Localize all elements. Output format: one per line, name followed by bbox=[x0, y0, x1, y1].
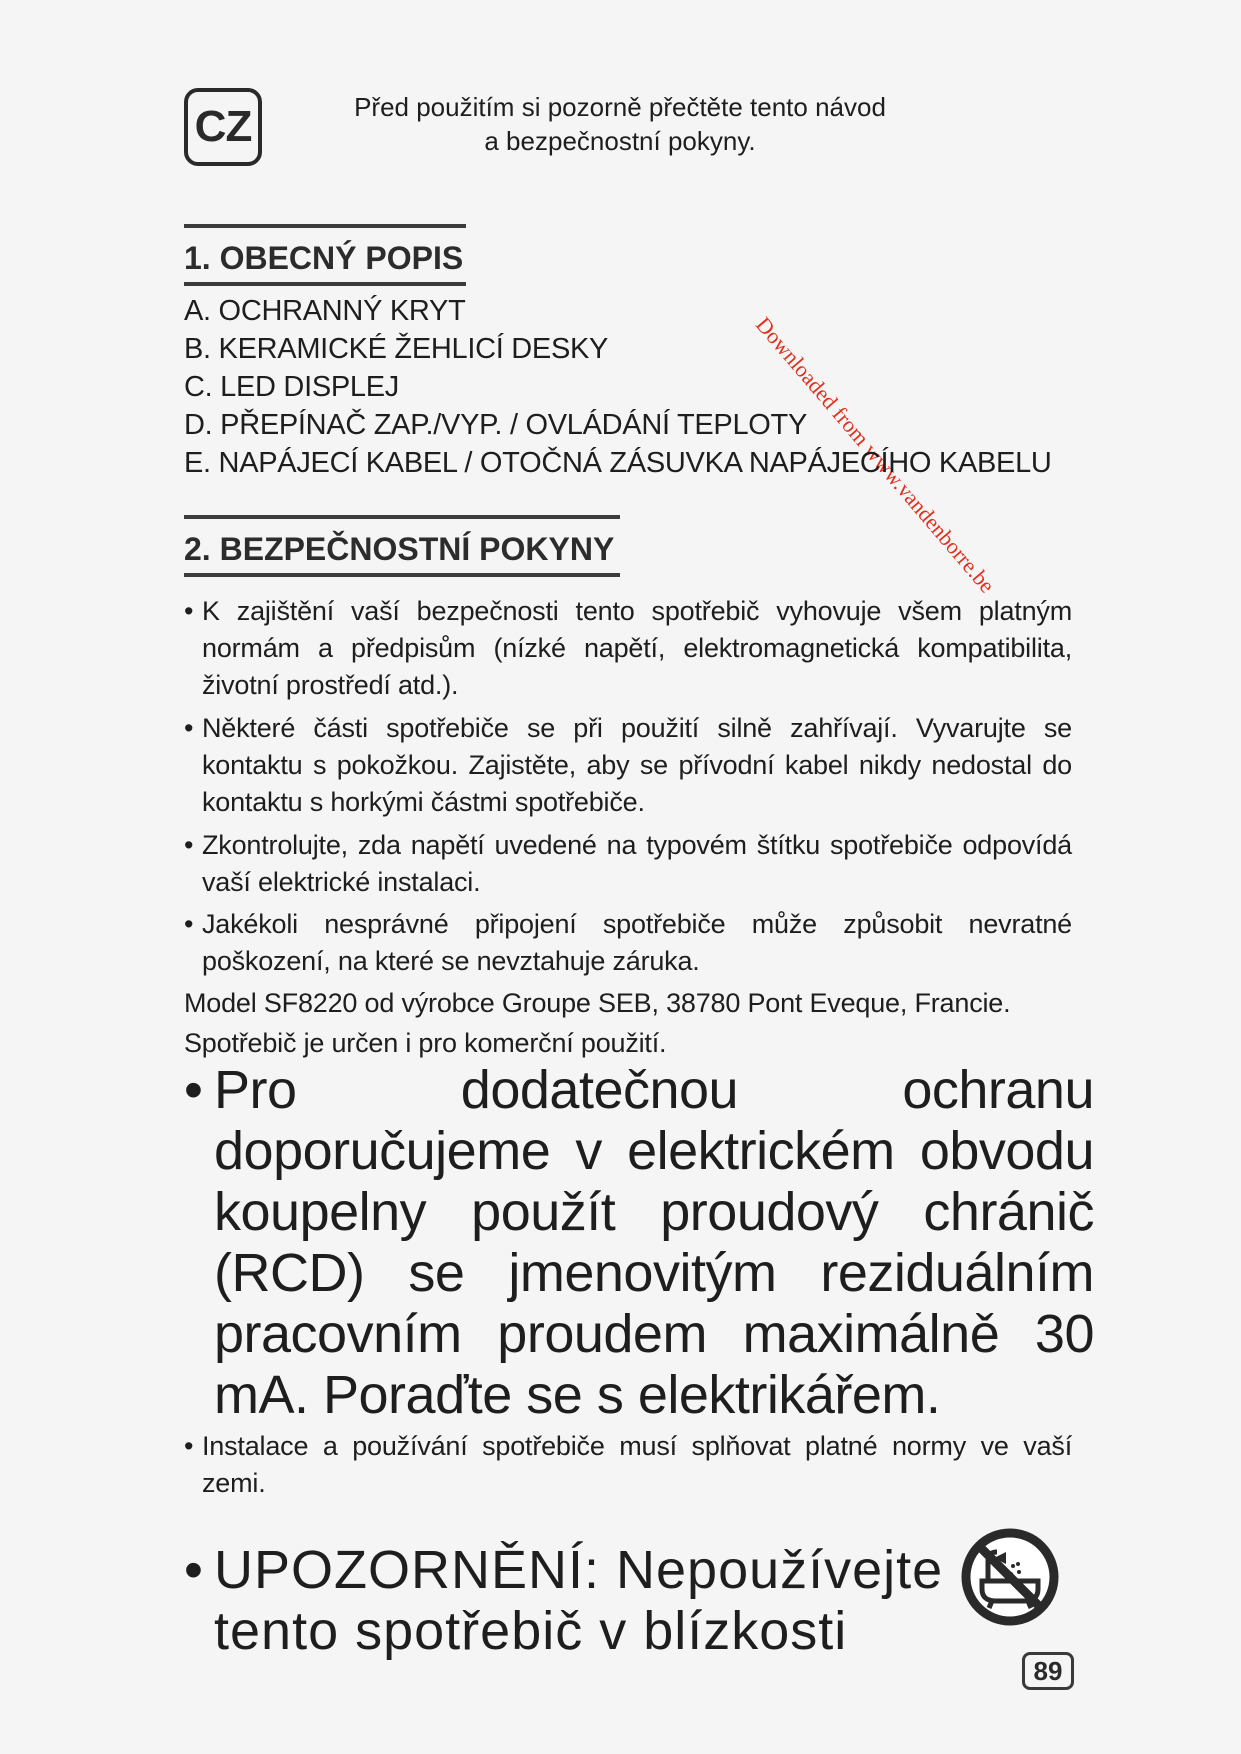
language-badge: CZ bbox=[184, 88, 262, 166]
page-number: 89 bbox=[1022, 1652, 1074, 1690]
component-item-d: D. PŘEPÍNAČ ZAP./VYP. / OVLÁDÁNÍ TEPLOTY bbox=[184, 409, 807, 441]
component-item-c: C. LED DISPLEJ bbox=[184, 371, 399, 403]
component-item-b: B. KERAMICKÉ ŽEHLICÍ DESKY bbox=[184, 333, 609, 365]
intro-line-1: Před použitím si pozorně přečtěte tento návod bbox=[354, 92, 886, 122]
safety-bullet-1: • K zajištění vaší bezpečnosti tento spotřebič vyhovuje všem platným normám a předpisům (nízké napětí, elektromagnetická kompatibilita, životní prostředí atd.). bbox=[184, 593, 1072, 704]
commercial-use-line: Spotřebič je určen i pro komerční použití. bbox=[184, 1028, 667, 1058]
intro-text bbox=[330, 90, 910, 158]
warning-text: • UPOZORNĚNÍ: Nepoužívejte tento spotřebič v blízkosti bbox=[184, 1540, 984, 1662]
intro-line-2: a bezpečnostní pokyny. bbox=[484, 126, 756, 156]
safety-bullet-3: • Zkontrolujte, zda napětí uvedené na typovém štítku spotřebiče odpovídá vaší elektrické instalaci. bbox=[184, 827, 1072, 901]
no-bath-shower-icon bbox=[958, 1525, 1062, 1629]
download-watermark: Downloaded from www.vandenborre.be bbox=[750, 312, 1000, 598]
safety-bullet-2: • Některé části spotřebiče se při použití silně zahřívají. Vyvarujte se kontaktu s pokožkou. Zajistěte, aby se přívodní kabel nikdy nedostal do kontaktu s horkými částmi spotřebiče. bbox=[184, 710, 1072, 821]
section-1-title: 1. OBECNÝ POPIS bbox=[184, 224, 466, 286]
component-list bbox=[184, 292, 1064, 482]
rcd-notice: • Pro dodatečnou ochranu doporučujeme v elektrickém obvodu koupelny použít proudový chránič (RCD) se jmenovitým reziduálním pracovním proudem maximálně 30 mA. Poraďte se s elektrikářem. bbox=[184, 1060, 1094, 1426]
component-item-e: E. NAPÁJECÍ KABEL / OTOČNÁ ZÁSUVKA NAPÁJECÍHO KABELU bbox=[184, 447, 1052, 479]
installation-bullet: • Instalace a používání spotřebiče musí splňovat platné normy ve vaší zemi. bbox=[184, 1428, 1072, 1502]
model-line: Model SF8220 od výrobce Groupe SEB, 38780 Pont Eveque, Francie. bbox=[184, 988, 1011, 1018]
section-2-title: 2. BEZPEČNOSTNÍ POKYNY bbox=[184, 515, 620, 577]
safety-bullet-4: • Jakékoli nesprávné připojení spotřebiče může způsobit nevratné poškození, na které se nevztahuje záruka. bbox=[184, 906, 1072, 980]
component-item-a: A. OCHRANNÝ KRYT bbox=[184, 295, 466, 327]
